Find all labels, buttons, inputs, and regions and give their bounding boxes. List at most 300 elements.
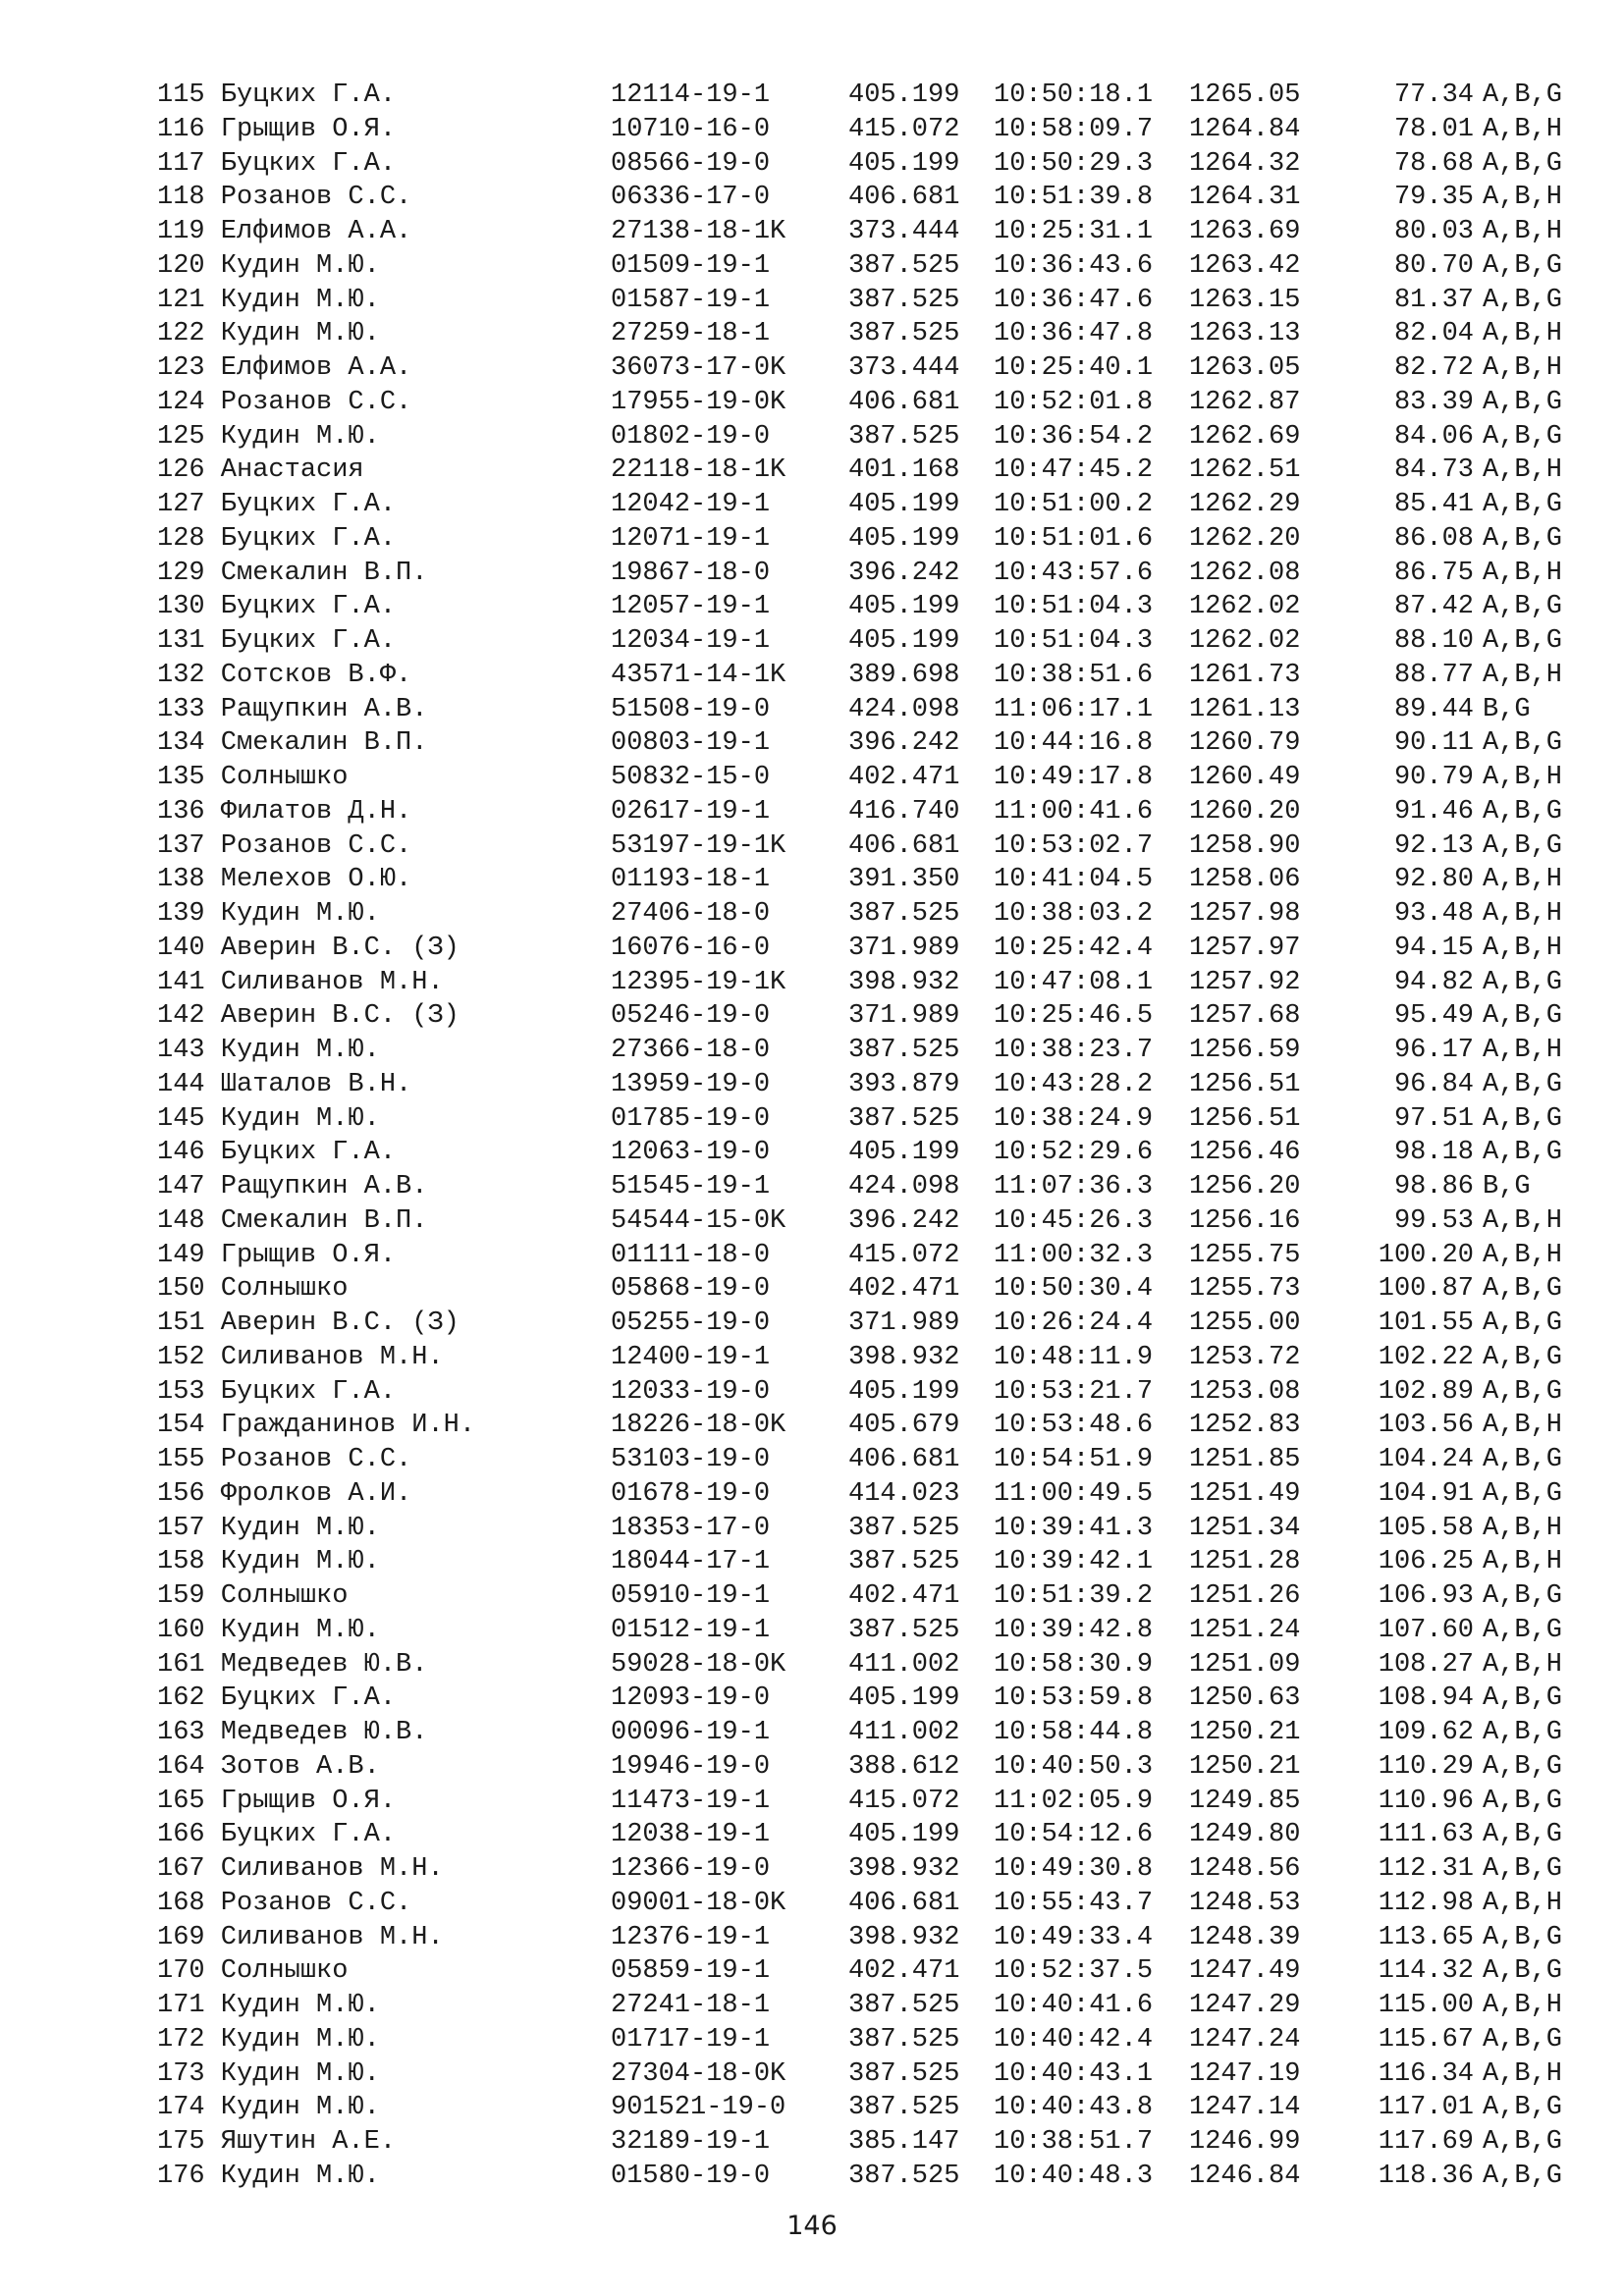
result-ring-number: 01587-19-1 xyxy=(611,285,771,315)
result-points: 103.56 xyxy=(1378,1411,1474,1441)
result-points: 102.22 xyxy=(1378,1342,1474,1372)
result-points: 101.55 xyxy=(1378,1308,1474,1338)
result-flags: A,B,G xyxy=(1483,1308,1563,1338)
table-row xyxy=(157,1852,1561,1887)
result-distance: 405.199 xyxy=(848,80,960,110)
result-rank-name: 174 Кудин М.Ю. xyxy=(157,2093,380,2123)
result-flags: A,B,G xyxy=(1483,80,1563,110)
result-flags: A,B,G xyxy=(1483,796,1563,827)
result-speed: 1250.21 xyxy=(1189,1751,1301,1782)
table-row xyxy=(157,386,1561,420)
result-points: 114.32 xyxy=(1378,1956,1474,1987)
table-row xyxy=(157,659,1561,693)
result-speed: 1260.79 xyxy=(1189,728,1301,759)
result-distance: 388.612 xyxy=(848,1751,960,1782)
result-distance: 396.242 xyxy=(848,1205,960,1236)
result-rank-name: 119 Елфимов А.А. xyxy=(157,217,412,246)
result-rank-name: 130 Буцких Г.А. xyxy=(157,592,397,622)
result-speed: 1262.51 xyxy=(1189,455,1301,486)
result-rank-name: 158 Кудин М.Ю. xyxy=(157,1547,380,1577)
result-ring-number: 27366-18-0 xyxy=(611,1036,771,1065)
result-distance: 387.525 xyxy=(848,421,960,452)
result-flags: A,B,H xyxy=(1483,933,1563,963)
result-arrival-time: 10:50:18.1 xyxy=(994,80,1154,110)
result-points: 110.29 xyxy=(1378,1751,1474,1782)
result-arrival-time: 10:43:57.6 xyxy=(994,558,1154,588)
result-ring-number: 10710-16-0 xyxy=(611,114,771,144)
result-speed: 1262.29 xyxy=(1189,490,1301,519)
result-ring-number: 13959-19-0 xyxy=(611,1069,771,1099)
table-row xyxy=(157,1682,1561,1716)
result-rank-name: 160 Кудин М.Ю. xyxy=(157,1615,380,1645)
table-row xyxy=(157,79,1561,113)
result-ring-number: 12400-19-1 xyxy=(611,1342,771,1372)
result-distance: 405.199 xyxy=(848,1683,960,1714)
result-flags: A,B,G xyxy=(1483,1786,1563,1816)
result-speed: 1258.06 xyxy=(1189,865,1301,895)
result-points: 110.96 xyxy=(1378,1786,1474,1816)
result-distance: 405.679 xyxy=(848,1411,960,1441)
result-rank-name: 163 Медведев Ю.В. xyxy=(157,1718,428,1747)
result-flags: A,B,H xyxy=(1483,1649,1563,1680)
table-row xyxy=(157,2160,1561,2194)
result-points: 81.37 xyxy=(1393,285,1474,315)
result-points: 77.34 xyxy=(1393,80,1474,110)
result-arrival-time: 10:43:28.2 xyxy=(994,1069,1154,1099)
result-speed: 1256.51 xyxy=(1189,1069,1301,1099)
table-row xyxy=(157,1102,1561,1137)
result-arrival-time: 10:50:29.3 xyxy=(994,148,1154,179)
result-flags: A,B,G xyxy=(1483,1069,1563,1099)
table-row xyxy=(157,1785,1561,1819)
result-flags: A,B,G xyxy=(1483,1956,1563,1987)
result-arrival-time: 10:52:29.6 xyxy=(994,1138,1154,1168)
result-rank-name: 140 Аверин В.С. (З) xyxy=(157,933,460,963)
table-row xyxy=(157,863,1561,897)
result-points: 96.84 xyxy=(1393,1069,1474,1099)
table-row xyxy=(157,284,1561,318)
result-flags: A,B,G xyxy=(1483,1103,1563,1134)
result-arrival-time: 10:38:03.2 xyxy=(994,899,1154,929)
result-arrival-time: 10:50:30.4 xyxy=(994,1274,1154,1305)
result-ring-number: 22118-18-1K xyxy=(611,455,786,486)
table-row xyxy=(157,113,1561,147)
result-distance: 414.023 xyxy=(848,1478,960,1509)
result-arrival-time: 10:25:40.1 xyxy=(994,353,1154,383)
result-speed: 1263.15 xyxy=(1189,285,1301,315)
result-points: 97.51 xyxy=(1393,1103,1474,1134)
result-points: 85.41 xyxy=(1393,490,1474,519)
result-ring-number: 59028-18-0K xyxy=(611,1649,786,1680)
result-arrival-time: 10:38:51.7 xyxy=(994,2127,1154,2157)
result-arrival-time: 11:07:36.3 xyxy=(994,1172,1154,1201)
result-flags: A,B,G xyxy=(1483,148,1563,179)
table-row xyxy=(157,829,1561,864)
result-ring-number: 36073-17-0K xyxy=(611,353,786,383)
result-ring-number: 12395-19-1K xyxy=(611,967,786,997)
result-flags: A,B,H xyxy=(1483,114,1563,144)
result-speed: 1247.14 xyxy=(1189,2093,1301,2123)
result-distance: 396.242 xyxy=(848,728,960,759)
result-flags: A,B,G xyxy=(1483,1922,1563,1952)
result-rank-name: 134 Смекалин В.П. xyxy=(157,728,428,759)
result-distance: 411.002 xyxy=(848,1718,960,1747)
result-arrival-time: 10:36:54.2 xyxy=(994,421,1154,452)
result-distance: 387.525 xyxy=(848,1103,960,1134)
result-arrival-time: 10:39:41.3 xyxy=(994,1513,1154,1543)
result-points: 99.53 xyxy=(1393,1205,1474,1236)
result-points: 87.42 xyxy=(1393,592,1474,622)
result-distance: 387.525 xyxy=(848,1036,960,1065)
result-ring-number: 05859-19-1 xyxy=(611,1956,771,1987)
result-ring-number: 08566-19-0 xyxy=(611,148,771,179)
result-ring-number: 18226-18-0K xyxy=(611,1411,786,1441)
result-speed: 1247.49 xyxy=(1189,1956,1301,1987)
result-rank-name: 172 Кудин М.Ю. xyxy=(157,2024,380,2055)
result-rank-name: 142 Аверин В.С. (З) xyxy=(157,1001,460,1032)
result-ring-number: 18044-17-1 xyxy=(611,1547,771,1577)
result-points: 92.13 xyxy=(1393,830,1474,861)
result-distance: 406.681 xyxy=(848,183,960,213)
result-distance: 398.932 xyxy=(848,1854,960,1884)
result-speed: 1263.42 xyxy=(1189,250,1301,281)
result-arrival-time: 10:49:30.8 xyxy=(994,1854,1154,1884)
result-arrival-time: 11:00:49.5 xyxy=(994,1478,1154,1509)
table-row xyxy=(157,1545,1561,1579)
result-arrival-time: 10:40:42.4 xyxy=(994,2024,1154,2055)
result-points: 78.01 xyxy=(1393,114,1474,144)
result-rank-name: 145 Кудин М.Ю. xyxy=(157,1103,380,1134)
result-flags: A,B,H xyxy=(1483,1888,1563,1918)
table-row xyxy=(157,590,1561,624)
result-ring-number: 12114-19-1 xyxy=(611,80,771,110)
result-flags: A,B,G xyxy=(1483,250,1563,281)
result-speed: 1257.98 xyxy=(1189,899,1301,929)
table-row xyxy=(157,1512,1561,1546)
table-row xyxy=(157,557,1561,591)
table-row xyxy=(157,1375,1561,1410)
result-flags: A,B,G xyxy=(1483,1342,1563,1372)
result-distance: 385.147 xyxy=(848,2127,960,2157)
result-arrival-time: 10:58:44.8 xyxy=(994,1718,1154,1747)
table-row xyxy=(157,420,1561,454)
result-points: 111.63 xyxy=(1378,1820,1474,1850)
result-ring-number: 05255-19-0 xyxy=(611,1308,771,1338)
result-ring-number: 01512-19-1 xyxy=(611,1615,771,1645)
table-row xyxy=(157,1443,1561,1477)
result-flags: A,B,G xyxy=(1483,1274,1563,1305)
result-flags: A,B,H xyxy=(1483,1991,1563,2020)
table-row xyxy=(157,624,1561,659)
result-points: 113.65 xyxy=(1378,1922,1474,1952)
result-distance: 387.525 xyxy=(848,2161,960,2191)
result-arrival-time: 10:54:12.6 xyxy=(994,1820,1154,1850)
result-speed: 1261.73 xyxy=(1189,660,1301,690)
result-distance: 406.681 xyxy=(848,387,960,417)
result-flags: A,B,G xyxy=(1483,285,1563,315)
result-distance: 387.525 xyxy=(848,899,960,929)
table-row xyxy=(157,1204,1561,1239)
result-flags: A,B,G xyxy=(1483,967,1563,997)
result-flags: A,B,H xyxy=(1483,1205,1563,1236)
result-speed: 1256.59 xyxy=(1189,1036,1301,1065)
result-arrival-time: 10:38:23.7 xyxy=(994,1036,1154,1065)
result-points: 86.75 xyxy=(1393,558,1474,588)
result-distance: 387.525 xyxy=(848,1615,960,1645)
result-ring-number: 32189-19-1 xyxy=(611,2127,771,2157)
result-ring-number: 12071-19-1 xyxy=(611,523,771,554)
result-speed: 1249.85 xyxy=(1189,1786,1301,1816)
table-row xyxy=(157,454,1561,488)
result-points: 100.87 xyxy=(1378,1274,1474,1305)
result-distance: 402.471 xyxy=(848,1581,960,1611)
result-rank-name: 176 Кудин М.Ю. xyxy=(157,2161,380,2191)
result-ring-number: 43571-14-1K xyxy=(611,660,786,690)
result-ring-number: 50832-15-0 xyxy=(611,763,771,792)
result-speed: 1255.75 xyxy=(1189,1240,1301,1270)
result-rank-name: 120 Кудин М.Ю. xyxy=(157,250,380,281)
result-points: 112.98 xyxy=(1378,1888,1474,1918)
result-ring-number: 27304-18-0K xyxy=(611,2058,786,2089)
result-arrival-time: 10:40:43.1 xyxy=(994,2058,1154,2089)
result-arrival-time: 11:00:32.3 xyxy=(994,1240,1154,1270)
result-flags: A,B,H xyxy=(1483,899,1563,929)
result-speed: 1251.09 xyxy=(1189,1649,1301,1680)
result-flags: A,B,H xyxy=(1483,455,1563,486)
result-flags: A,B,G xyxy=(1483,1683,1563,1714)
result-points: 84.73 xyxy=(1393,455,1474,486)
result-points: 80.70 xyxy=(1393,250,1474,281)
result-ring-number: 54544-15-0K xyxy=(611,1205,786,1236)
result-points: 88.10 xyxy=(1393,626,1474,656)
result-arrival-time: 10:38:24.9 xyxy=(994,1103,1154,1134)
result-ring-number: 12033-19-0 xyxy=(611,1376,771,1407)
result-points: 90.79 xyxy=(1393,763,1474,792)
table-row xyxy=(157,351,1561,386)
result-speed: 1248.53 xyxy=(1189,1888,1301,1918)
result-points: 106.93 xyxy=(1378,1581,1474,1611)
table-row xyxy=(157,1887,1561,1921)
table-row xyxy=(157,317,1561,351)
result-points: 90.11 xyxy=(1393,728,1474,759)
result-distance: 415.072 xyxy=(848,1240,960,1270)
result-points: 89.44 xyxy=(1393,694,1474,724)
result-flags: A,B,G xyxy=(1483,830,1563,861)
result-speed: 1255.00 xyxy=(1189,1308,1301,1338)
result-arrival-time: 10:36:47.8 xyxy=(994,319,1154,349)
result-speed: 1251.85 xyxy=(1189,1445,1301,1474)
table-row xyxy=(157,1341,1561,1375)
result-points: 116.34 xyxy=(1378,2058,1474,2089)
result-distance: 406.681 xyxy=(848,830,960,861)
result-rank-name: 147 Ращупкин А.В. xyxy=(157,1172,428,1201)
result-ring-number: 05910-19-1 xyxy=(611,1581,771,1611)
result-points: 96.17 xyxy=(1393,1036,1474,1065)
result-arrival-time: 10:55:43.7 xyxy=(994,1888,1154,1918)
result-rank-name: 122 Кудин М.Ю. xyxy=(157,319,380,349)
result-speed: 1257.92 xyxy=(1189,967,1301,997)
result-flags: A,B,H xyxy=(1483,1513,1563,1543)
table-row xyxy=(157,215,1561,249)
result-ring-number: 12063-19-0 xyxy=(611,1138,771,1168)
result-rank-name: 138 Мелехов О.Ю. xyxy=(157,865,412,895)
result-ring-number: 12038-19-1 xyxy=(611,1820,771,1850)
result-rank-name: 141 Силиванов М.Н. xyxy=(157,967,444,997)
table-row xyxy=(157,1307,1561,1341)
table-row xyxy=(157,1170,1561,1204)
result-distance: 424.098 xyxy=(848,694,960,724)
result-points: 82.72 xyxy=(1393,353,1474,383)
result-rank-name: 133 Ращупкин А.В. xyxy=(157,694,428,724)
result-points: 112.31 xyxy=(1378,1854,1474,1884)
result-rank-name: 146 Буцких Г.А. xyxy=(157,1138,397,1168)
result-ring-number: 05868-19-0 xyxy=(611,1274,771,1305)
result-speed: 1262.69 xyxy=(1189,421,1301,452)
result-speed: 1263.69 xyxy=(1189,217,1301,246)
result-arrival-time: 10:36:47.6 xyxy=(994,285,1154,315)
result-points: 98.86 xyxy=(1393,1172,1474,1201)
result-distance: 387.525 xyxy=(848,2093,960,2123)
table-row xyxy=(157,1648,1561,1682)
table-row xyxy=(157,2023,1561,2057)
result-rank-name: 118 Розанов С.С. xyxy=(157,183,412,213)
result-rank-name: 131 Буцких Г.А. xyxy=(157,626,397,656)
result-ring-number: 02617-19-1 xyxy=(611,796,771,827)
result-points: 94.82 xyxy=(1393,967,1474,997)
result-ring-number: 27406-18-0 xyxy=(611,899,771,929)
result-points: 118.36 xyxy=(1378,2161,1474,2191)
result-flags: A,B,G xyxy=(1483,1376,1563,1407)
result-arrival-time: 10:51:04.3 xyxy=(994,626,1154,656)
result-speed: 1251.24 xyxy=(1189,1615,1301,1645)
result-arrival-time: 10:51:04.3 xyxy=(994,592,1154,622)
result-flags: A,B,G xyxy=(1483,1138,1563,1168)
result-flags: A,B,G xyxy=(1483,728,1563,759)
result-speed: 1257.68 xyxy=(1189,1001,1301,1032)
result-ring-number: 12093-19-0 xyxy=(611,1683,771,1714)
result-arrival-time: 10:53:21.7 xyxy=(994,1376,1154,1407)
result-rank-name: 173 Кудин М.Ю. xyxy=(157,2058,380,2089)
result-points: 82.04 xyxy=(1393,319,1474,349)
table-row xyxy=(157,1750,1561,1785)
result-distance: 396.242 xyxy=(848,558,960,588)
result-arrival-time: 10:47:08.1 xyxy=(994,967,1154,997)
result-rank-name: 168 Розанов С.С. xyxy=(157,1888,412,1918)
result-arrival-time: 10:53:02.7 xyxy=(994,830,1154,861)
table-row xyxy=(157,693,1561,727)
result-distance: 405.199 xyxy=(848,148,960,179)
table-row xyxy=(157,795,1561,829)
result-rank-name: 148 Смекалин В.П. xyxy=(157,1205,428,1236)
result-distance: 387.525 xyxy=(848,2024,960,2055)
result-points: 115.67 xyxy=(1378,2024,1474,2055)
result-speed: 1256.20 xyxy=(1189,1172,1301,1201)
result-points: 80.03 xyxy=(1393,217,1474,246)
result-distance: 405.199 xyxy=(848,1376,960,1407)
result-rank-name: 167 Силиванов М.Н. xyxy=(157,1854,444,1884)
table-row xyxy=(157,1614,1561,1648)
result-flags: A,B,H xyxy=(1483,558,1563,588)
result-arrival-time: 10:52:37.5 xyxy=(994,1956,1154,1987)
result-ring-number: 01580-19-0 xyxy=(611,2161,771,2191)
result-flags: A,B,H xyxy=(1483,2058,1563,2089)
result-points: 117.01 xyxy=(1378,2093,1474,2123)
result-ring-number: 27241-18-1 xyxy=(611,1991,771,2020)
result-flags: A,B,H xyxy=(1483,1240,1563,1270)
result-distance: 373.444 xyxy=(848,217,960,246)
result-flags: A,B,H xyxy=(1483,353,1563,383)
result-ring-number: 12034-19-1 xyxy=(611,626,771,656)
table-row xyxy=(157,1409,1561,1443)
result-distance: 387.525 xyxy=(848,285,960,315)
result-speed: 1264.84 xyxy=(1189,114,1301,144)
result-speed: 1247.29 xyxy=(1189,1991,1301,2020)
result-points: 93.48 xyxy=(1393,899,1474,929)
result-arrival-time: 11:06:17.1 xyxy=(994,694,1154,724)
result-distance: 405.199 xyxy=(848,1138,960,1168)
result-ring-number: 01802-19-0 xyxy=(611,421,771,452)
result-speed: 1251.34 xyxy=(1189,1513,1301,1543)
result-ring-number: 18353-17-0 xyxy=(611,1513,771,1543)
result-flags: A,B,H xyxy=(1483,1036,1563,1065)
result-speed: 1263.05 xyxy=(1189,353,1301,383)
result-points: 92.80 xyxy=(1393,865,1474,895)
result-flags: A,B,G xyxy=(1483,1854,1563,1884)
table-row xyxy=(157,249,1561,284)
table-row xyxy=(157,2057,1561,2092)
result-points: 100.20 xyxy=(1378,1240,1474,1270)
result-flags: A,B,G xyxy=(1483,1615,1563,1645)
result-rank-name: 135 Солнышко xyxy=(157,763,349,792)
result-speed: 1256.51 xyxy=(1189,1103,1301,1134)
result-arrival-time: 10:51:01.6 xyxy=(994,523,1154,554)
result-rank-name: 117 Буцких Г.А. xyxy=(157,148,397,179)
result-distance: 387.525 xyxy=(848,319,960,349)
result-rank-name: 161 Медведев Ю.В. xyxy=(157,1649,428,1680)
result-rank-name: 149 Грыщив О.Я. xyxy=(157,1240,397,1270)
result-arrival-time: 10:39:42.8 xyxy=(994,1615,1154,1645)
result-arrival-time: 11:00:41.6 xyxy=(994,796,1154,827)
result-distance: 401.168 xyxy=(848,455,960,486)
result-points: 86.08 xyxy=(1393,523,1474,554)
result-arrival-time: 10:58:30.9 xyxy=(994,1649,1154,1680)
result-ring-number: 00096-19-1 xyxy=(611,1718,771,1747)
table-row xyxy=(157,1068,1561,1102)
result-flags: A,B,H xyxy=(1483,865,1563,895)
result-distance: 387.525 xyxy=(848,1547,960,1577)
result-arrival-time: 10:49:17.8 xyxy=(994,763,1154,792)
result-rank-name: 116 Грыщив О.Я. xyxy=(157,114,397,144)
result-distance: 393.879 xyxy=(848,1069,960,1099)
result-ring-number: 11473-19-1 xyxy=(611,1786,771,1816)
result-speed: 1246.84 xyxy=(1189,2161,1301,2191)
result-arrival-time: 10:58:09.7 xyxy=(994,114,1154,144)
result-speed: 1258.90 xyxy=(1189,830,1301,861)
result-distance: 398.932 xyxy=(848,1922,960,1952)
results-table xyxy=(157,79,1561,2194)
result-rank-name: 132 Сотсков В.Ф. xyxy=(157,660,412,690)
result-ring-number: 12057-19-1 xyxy=(611,592,771,622)
result-points: 98.18 xyxy=(1393,1138,1474,1168)
result-rank-name: 129 Смекалин В.П. xyxy=(157,558,428,588)
result-flags: A,B,G xyxy=(1483,2161,1563,2191)
result-ring-number: 05246-19-0 xyxy=(611,1001,771,1032)
result-flags: A,B,G xyxy=(1483,1718,1563,1747)
result-flags: A,B,G xyxy=(1483,1445,1563,1474)
table-row xyxy=(157,2091,1561,2125)
result-speed: 1251.49 xyxy=(1189,1478,1301,1509)
result-flags: A,B,G xyxy=(1483,1820,1563,1850)
